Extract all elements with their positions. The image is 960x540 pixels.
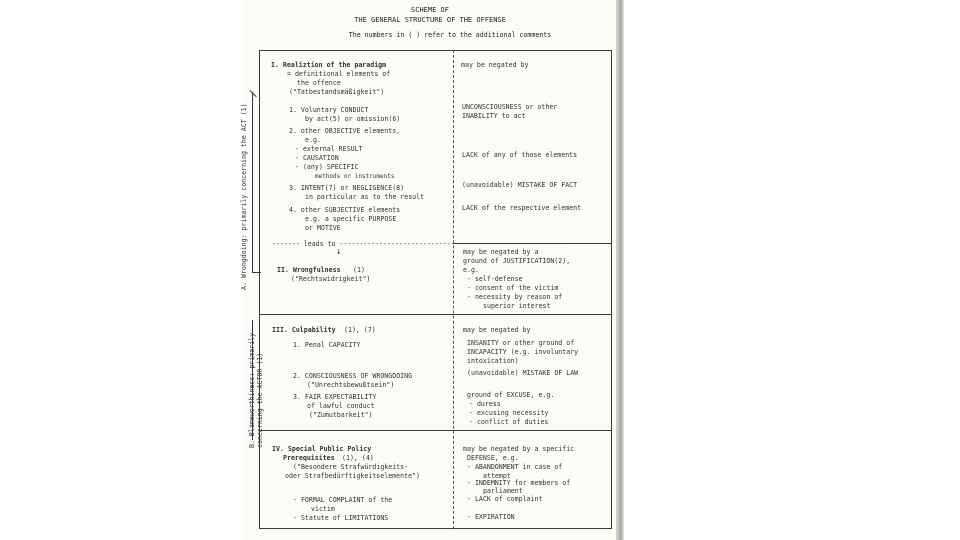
section-3-right-5: (unavoidable) MISTAKE OF LAW xyxy=(467,369,579,377)
bracket-a xyxy=(252,92,253,272)
section-4-right-1: may be negated by a specific xyxy=(463,445,575,453)
item-1-2-c: - (any) SPECIFIC xyxy=(295,163,359,171)
item-1-1-sub: by act(5) or omission(6) xyxy=(305,115,401,123)
item-1-4-sub-2: or MOTIVE xyxy=(305,224,341,232)
section-1-right-1: UNCONSCIOUSNESS or other xyxy=(462,103,558,111)
column-divider xyxy=(453,50,454,529)
table-border-left xyxy=(259,50,260,529)
item-1-2-eg: e.g. xyxy=(305,136,321,144)
section-3-right-2: INSANITY or other ground of xyxy=(467,339,575,347)
section-2-right-1: may be negated by a xyxy=(463,248,539,256)
section-4-right-2: DEFENSE, e.g. xyxy=(467,454,519,462)
title-line-1: SCHEME OF xyxy=(411,6,449,14)
section-separator-1 xyxy=(259,314,612,315)
item-1-2: 2. other OBJECTIVE elements, xyxy=(289,127,401,135)
item-1-3-sub: in particular as to the result xyxy=(305,193,425,201)
section-4-left-4: victim xyxy=(311,505,335,513)
section-3-num: (1), (7) xyxy=(344,326,376,334)
section-4-left-5: - Statute of LIMITATIONS xyxy=(293,514,389,522)
section-2-right-5: - consent of the victim xyxy=(467,284,559,292)
section-3-left-5: of lawful conduct xyxy=(307,402,375,410)
section-1-right-5: LACK of the respective element xyxy=(462,204,582,212)
item-1-2-d: methods or instruments xyxy=(315,173,395,180)
leads-to-line: ------- leads to --------------------------------------------------------- xyxy=(272,240,566,248)
item-1-2-b: - CAUSATION xyxy=(295,154,339,162)
section-2-right-7: superior interest xyxy=(483,302,551,310)
section-2-title: II. Wrongfulness xyxy=(277,266,341,274)
section-2-right-3: e.g. xyxy=(463,266,479,274)
section-3-title: III. Culpability xyxy=(272,326,336,334)
section-3-right-7: - duress xyxy=(469,400,501,408)
section-3-right-4: intoxication) xyxy=(467,357,519,365)
section-4-right-7: - LACK of complaint xyxy=(467,495,543,503)
section-1-sub-3: ("Tatbestandsmäßigkeit") xyxy=(289,88,385,96)
section-4-right-4: attempt xyxy=(483,472,511,480)
table-border-top xyxy=(259,50,612,51)
section-4-left-2: oder Strafbedürftigkeitselemente") xyxy=(285,472,420,480)
section-1-sub-1: = definitional elements of xyxy=(287,70,391,78)
section-separator-2 xyxy=(259,430,612,431)
item-1-3: 3. INTENT(7) or NEGLIGENCE(8) xyxy=(289,184,405,192)
side-label-a: A. Wrongdoing: primarily concerning the ACT (1) xyxy=(240,103,248,290)
side-label-b-1: B. Blameworthiness: primarily xyxy=(248,332,256,448)
table-border-bottom xyxy=(259,528,612,529)
section-1-sub-2: the offence xyxy=(297,79,341,87)
section-1-negated: may be negated by xyxy=(461,61,529,69)
title-line-3: The numbers in ( ) refer to the additional comments xyxy=(348,31,552,39)
section-4-title: IV. Special Public Policy xyxy=(272,445,372,453)
section-4-left-3: - FORMAL COMPLAINT of the xyxy=(293,496,393,504)
section-4-num: (1), (4) xyxy=(342,454,374,462)
arrow-down-icon: ↓ xyxy=(336,247,342,257)
section-3-left-3: ("Unrechtsbewußtsein") xyxy=(307,381,395,389)
item-1-1: 1. Voluntary CONDUCT xyxy=(289,106,369,114)
section-3-right-8: - excusing necessity xyxy=(469,409,549,417)
section-1-right-2: INABILITY to act xyxy=(462,112,526,120)
section-4-right-5: - INDEMNITY for members of xyxy=(467,479,571,487)
title-line-2: THE GENERAL STRUCTURE OF THE OFFENSE xyxy=(354,16,506,24)
section-3-left-6: ("Zumutbarkeit") xyxy=(309,411,373,419)
section-3-right-3: INCAPACITY (e.g. involuntary xyxy=(467,348,579,356)
section-2-right-6: - necessity by reason of xyxy=(467,293,563,301)
section-2-sub: ("Rechtswidrigkeit") xyxy=(291,275,371,283)
item-1-4: 4. other SUBJECTIVE elements xyxy=(289,206,401,214)
section-4-right-8: - EXPIRATION xyxy=(467,513,515,521)
section-2-right-2: ground of JUSTIFICATION(2), xyxy=(463,257,571,265)
section-4-left-1: ("Besondere Strafwürdigkeits- xyxy=(293,463,409,471)
section-3-left-4: 3. FAIR EXPECTABILITY xyxy=(293,393,377,401)
section-1-title: I. Realiztion of the paradigm xyxy=(271,61,387,69)
section-1-right-3: LACK of any of those elements xyxy=(462,151,578,159)
bracket-a-bottom xyxy=(252,272,261,273)
section-2-right-4: - self-defense xyxy=(467,275,523,283)
section-1-right-4: (unavoidable) MISTAKE OF FACT xyxy=(462,181,578,189)
section-4-right-3: - ABANDONMENT in case of xyxy=(467,463,563,471)
section-3-right-9: - conflict of duties xyxy=(469,418,549,426)
item-1-2-a: - external RESULT xyxy=(295,145,363,153)
section-4-right-6: parliament xyxy=(483,487,523,495)
section-3-left-1: 1. Penal CAPACITY xyxy=(293,341,361,349)
section-4-title-2: Prerequisites xyxy=(283,454,335,462)
item-1-4-sub: e.g. a specific PURPOSE xyxy=(305,215,397,223)
page-binding-edge xyxy=(616,0,624,540)
side-label-b-2: concerning the ACTOR (1) xyxy=(256,352,264,448)
section-3-right-6: ground of EXCUSE, e.g. xyxy=(467,391,555,399)
section-3-left-2: 2. CONSCIOUSNESS OF WRONGDOING xyxy=(293,372,413,380)
table-border-right xyxy=(611,50,612,529)
section-2-num: (1) xyxy=(353,266,365,274)
section-3-right-1: may be negated by xyxy=(463,326,531,334)
